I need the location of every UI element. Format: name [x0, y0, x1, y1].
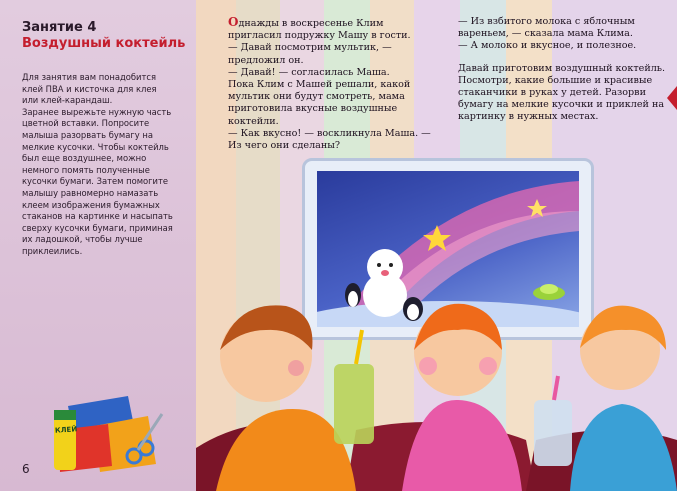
lesson-subtitle: Воздушный коктейль — [22, 36, 186, 51]
story-paragraph: — Из взбитого молока с яблочным вареньем, — сказала мама Клима. — [458, 16, 635, 40]
story-paragraph: Давай приготовим воздушный коктейль. Посмотри, какие большие и красивые стаканчики в руках у детей. Разорви бумагу на мелкие кусочки и приклей на картинку в нужных местах. — [458, 62, 666, 123]
instructions-paragraph: Для занятия вам понадобится клей ПВА и кисточка для клея или клей-карандаш. — [22, 72, 157, 106]
lesson-heading — [22, 20, 185, 52]
page-number: 6 — [22, 462, 30, 476]
story-paragraph: — Как вкусно! — воскликнула Маша. — Из чего они сделаны? — [228, 127, 431, 152]
story-column-2 — [458, 16, 668, 124]
story-paragraph: Однажды в воскресенье Клим пригласил подружку Машу в гости. — [228, 15, 411, 42]
story-paragraph: — А молоко и вкусное, и полезное. — [458, 40, 637, 52]
story-paragraph: — Давай! — согласилась Маша. — [228, 66, 390, 78]
next-page-arrow-icon — [667, 86, 677, 110]
drop-cap: О — [228, 15, 239, 29]
story-column-1 — [228, 16, 440, 152]
children-illustration — [196, 280, 677, 491]
story-paragraph: Пока Клим с Машей решали, какой мультик они будут смотреть, мама приготовила вкусные воздушные коктейли. — [228, 79, 411, 127]
glue-label: КЛЕЙ — [54, 425, 78, 435]
story-paragraph: — Давай посмотрим мультик, — предложил он. — [228, 42, 392, 66]
instructions-paragraph: Заранее вырежьте нужную часть цветной вставки. Попросите малыша разорвать бумагу на мелкие кусочки. Чтобы коктейль был еще воздушнее, можно немного помять полученные кусочки бумаги. Затем помогите малышу равномерно намазать клеем изображения бумажных стаканов на картинке и насыпать сверху кусочки бумаги, приминая их ладошкой, чтобы лучше приклеились. — [22, 106, 173, 256]
instructions-text — [22, 72, 174, 258]
lesson-title: Занятие 4 — [22, 20, 97, 35]
